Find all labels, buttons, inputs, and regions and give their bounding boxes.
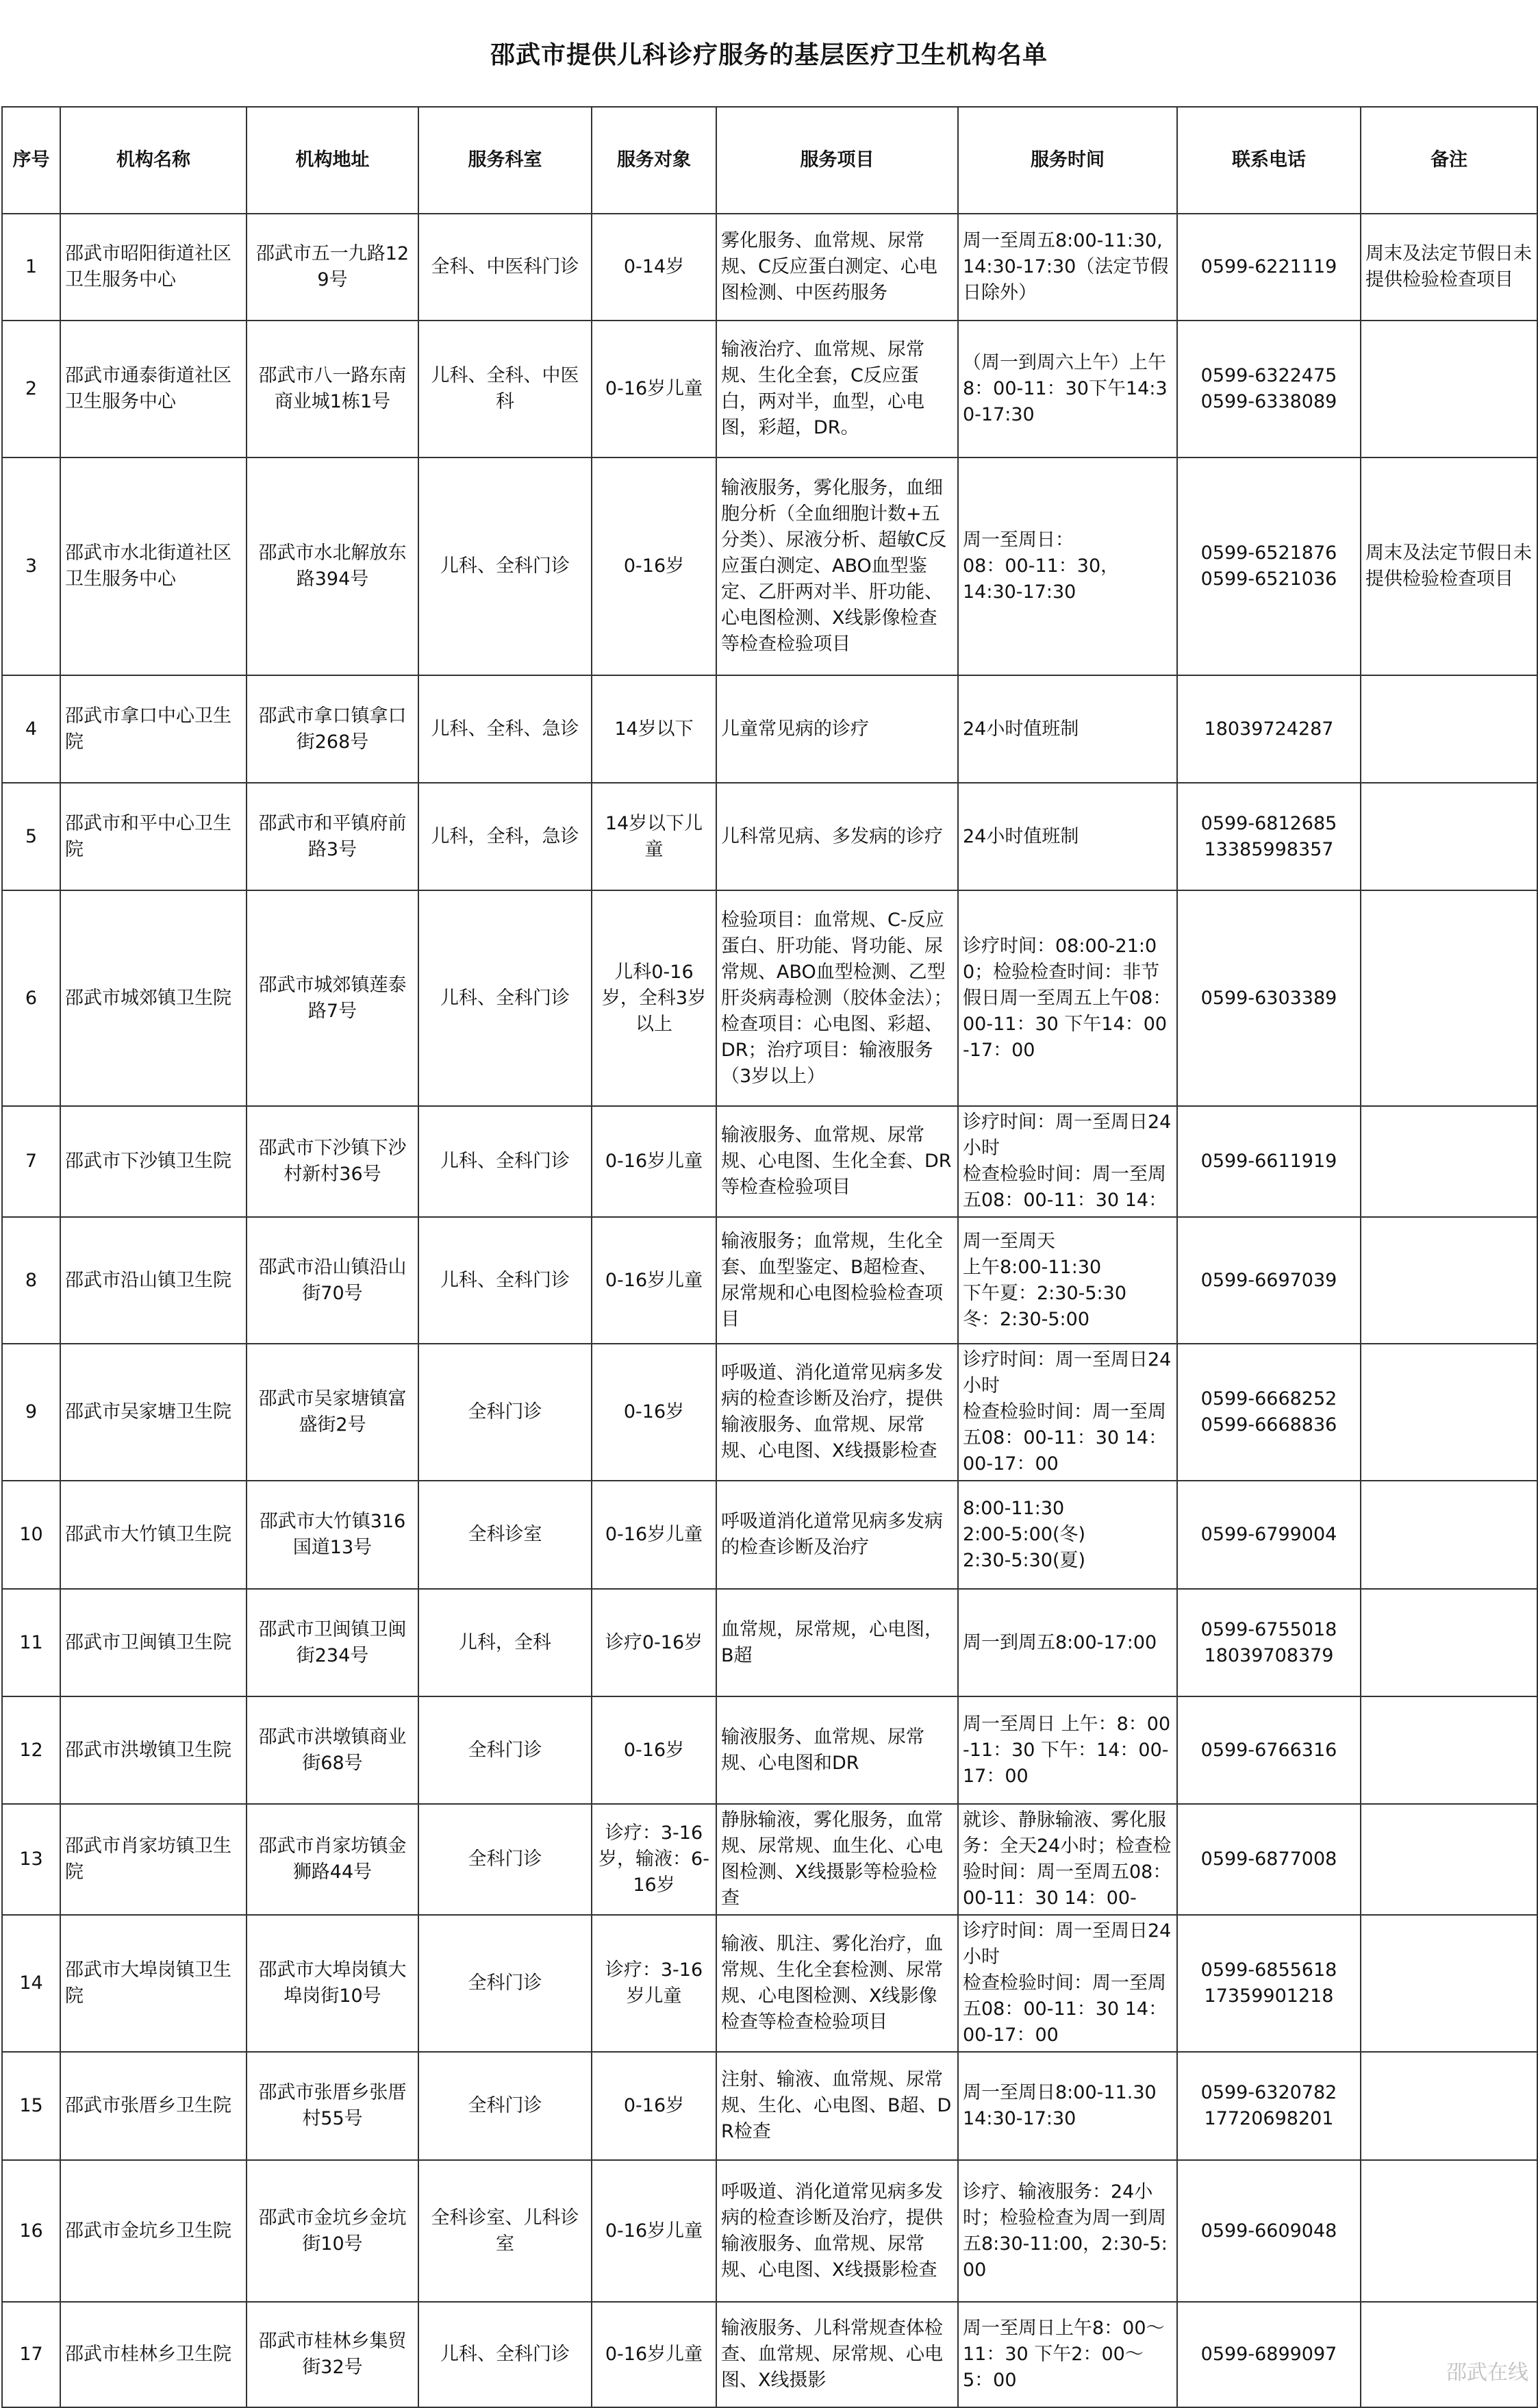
cell-address: 邵武市大埠岗镇大埠岗街10号 xyxy=(247,1915,418,2052)
cell-items: 输液服务；血常规，生化全套、血型鉴定、B超检查、尿常规和心电图检验检查项目 xyxy=(716,1217,958,1344)
cell-target: 诊疗：3-16岁儿童 xyxy=(592,1915,716,2052)
cell-phone: 0599-6303389 xyxy=(1177,890,1361,1106)
cell-note: 周末及法定节假日未提供检验检查项目 xyxy=(1361,457,1537,675)
cell-no: 17 xyxy=(2,2302,60,2407)
cell-name: 邵武市拿口中心卫生院 xyxy=(60,675,247,783)
cell-items: 输液服务，雾化服务，血细胞分析（全血细胞计数+五分类）、尿液分析、超敏C反应蛋白测定、ABO血型鉴定、乙肝两对半、肝功能、心电图检测、X线影像检查等检查检验项目 xyxy=(716,457,958,675)
cell-items: 注射、输液、血常规、尿常规、生化、心电图、B超、DR检查 xyxy=(716,2052,958,2160)
cell-name: 邵武市肖家坊镇卫生院 xyxy=(60,1804,247,1915)
cell-phone: 0599-6799004 xyxy=(1177,1481,1361,1589)
cell-address: 邵武市下沙镇下沙村新村36号 xyxy=(247,1106,418,1217)
header-hours: 服务时间 xyxy=(958,107,1177,214)
cell-hours: 周一到周五8:00-17:00 xyxy=(958,1589,1177,1696)
cell-dept: 儿科、全科门诊 xyxy=(418,1217,592,1344)
table-row xyxy=(2,675,1537,783)
cell-name: 邵武市通泰街道社区卫生服务中心 xyxy=(60,321,247,457)
cell-note: 周末及法定节假日未提供检验检查项目 xyxy=(1361,214,1537,321)
cell-target: 0-16岁儿童 xyxy=(592,1481,716,1589)
cell-items: 儿童常见病的诊疗 xyxy=(716,675,958,783)
cell-target: 0-16岁儿童 xyxy=(592,1217,716,1344)
cell-name: 邵武市下沙镇卫生院 xyxy=(60,1106,247,1217)
cell-address: 邵武市八一路东南商业城1栋1号 xyxy=(247,321,418,457)
cell-phone: 0599-6521876 0599-6521036 xyxy=(1177,457,1361,675)
cell-address: 邵武市金坑乡金坑街10号 xyxy=(247,2160,418,2302)
cell-name: 邵武市桂林乡卫生院 xyxy=(60,2302,247,2407)
cell-note xyxy=(1361,1696,1537,1804)
cell-dept: 儿科，全科，急诊 xyxy=(418,783,592,890)
cell-note xyxy=(1361,1106,1537,1217)
cell-hours: 诊疗时间：周一至周日24小时 检查检验时间：周一至周五08：00-11：30 14：00-17：00 xyxy=(958,1344,1177,1481)
cell-address: 邵武市张厝乡张厝村55号 xyxy=(247,2052,418,2160)
cell-no: 3 xyxy=(2,457,60,675)
cell-address: 邵武市吴家塘镇富盛街2号 xyxy=(247,1344,418,1481)
cell-phone: 0599-6755018 18039708379 xyxy=(1177,1589,1361,1696)
cell-address: 邵武市桂林乡集贸街32号 xyxy=(247,2302,418,2407)
cell-address: 邵武市洪墩镇商业街68号 xyxy=(247,1696,418,1804)
cell-no: 9 xyxy=(2,1344,60,1481)
cell-hours: 就诊、静脉输液、雾化服务：全天24小时；检查检验时间：周一至周五08：00-11：30 14：00- xyxy=(958,1804,1177,1915)
cell-phone: 0599-6320782 17720698201 xyxy=(1177,2052,1361,2160)
cell-address: 邵武市城郊镇莲泰路7号 xyxy=(247,890,418,1106)
cell-note xyxy=(1361,2052,1537,2160)
cell-note xyxy=(1361,1217,1537,1344)
cell-dept: 儿科、全科、急诊 xyxy=(418,675,592,783)
cell-hours: 诊疗时间：周一至周日24小时 检查检验时间：周一至周五08：00-11：30 14：00-17：00 xyxy=(958,1915,1177,2052)
cell-name: 邵武市沿山镇卫生院 xyxy=(60,1217,247,1344)
cell-address: 邵武市和平镇府前路3号 xyxy=(247,783,418,890)
cell-items: 雾化服务、血常规、尿常规、C反应蛋白测定、心电图检测、中医药服务 xyxy=(716,214,958,321)
cell-address: 邵武市卫闽镇卫闽街234号 xyxy=(247,1589,418,1696)
cell-no: 7 xyxy=(2,1106,60,1217)
cell-address: 邵武市拿口镇拿口街268号 xyxy=(247,675,418,783)
cell-dept: 儿科、全科门诊 xyxy=(418,1106,592,1217)
cell-note xyxy=(1361,2160,1537,2302)
table-row xyxy=(2,1589,1537,1696)
cell-phone: 0599-6221119 xyxy=(1177,214,1361,321)
cell-hours: 周一至周日8:00-11.30 14:30-17:30 xyxy=(958,2052,1177,2160)
cell-no: 15 xyxy=(2,2052,60,2160)
cell-hours: 诊疗时间：08:00-21:00；检验检查时间：非节假日周一至周五上午08：00-11：30 下午14：00-17：00 xyxy=(958,890,1177,1106)
table-row xyxy=(2,783,1537,890)
cell-hours: 周一至周日 上午：8：00-11：30 下午：14：00-17：00 xyxy=(958,1696,1177,1804)
cell-name: 邵武市城郊镇卫生院 xyxy=(60,890,247,1106)
cell-name: 邵武市和平中心卫生院 xyxy=(60,783,247,890)
cell-no: 2 xyxy=(2,321,60,457)
cell-no: 1 xyxy=(2,214,60,321)
table-row xyxy=(2,1106,1537,1217)
cell-dept: 儿科、全科门诊 xyxy=(418,457,592,675)
cell-target: 14岁以下儿童 xyxy=(592,783,716,890)
cell-items: 输液治疗、血常规、尿常规、生化全套，C反应蛋白，两对半，血型，心电图，彩超，DR。 xyxy=(716,321,958,457)
cell-items: 呼吸道、消化道常见病多发病的检查诊断及治疗，提供输液服务、血常规、尿常规、心电图、X线摄影检查 xyxy=(716,1344,958,1481)
cell-note xyxy=(1361,321,1537,457)
cell-items: 输液、肌注、雾化治疗，血常规、生化全套检测、尿常规、心电图检测、X线影像检查等检查检验项目 xyxy=(716,1915,958,2052)
cell-address: 邵武市沿山镇沿山街70号 xyxy=(247,1217,418,1344)
table-row xyxy=(2,1217,1537,1344)
page-title: 邵武市提供儿科诊疗服务的基层医疗卫生机构名单 xyxy=(490,41,1048,69)
cell-note xyxy=(1361,675,1537,783)
cell-note xyxy=(1361,890,1537,1106)
cell-no: 10 xyxy=(2,1481,60,1589)
cell-phone: 0599-6812685 13385998357 xyxy=(1177,783,1361,890)
cell-note xyxy=(1361,1804,1537,1915)
cell-items: 输液服务、血常规、尿常规、心电图、生化全套、DR等检查检验项目 xyxy=(716,1106,958,1217)
cell-target: 14岁以下 xyxy=(592,675,716,783)
cell-address: 邵武市大竹镇316国道13号 xyxy=(247,1481,418,1589)
header-name: 机构名称 xyxy=(60,107,247,214)
cell-name: 邵武市金坑乡卫生院 xyxy=(60,2160,247,2302)
cell-dept: 全科门诊 xyxy=(418,1804,592,1915)
cell-hours: 周一至周日： 08：00-11：30， 14:30-17:30 xyxy=(958,457,1177,675)
cell-note xyxy=(1361,1481,1537,1589)
cell-phone: 0599-6877008 xyxy=(1177,1804,1361,1915)
header-address: 机构地址 xyxy=(247,107,418,214)
cell-dept: 儿科、全科门诊 xyxy=(418,890,592,1106)
table-row xyxy=(2,2302,1537,2407)
cell-target: 0-14岁 xyxy=(592,214,716,321)
cell-dept: 全科门诊 xyxy=(418,1915,592,2052)
table-row xyxy=(2,2052,1537,2160)
cell-note xyxy=(1361,1344,1537,1481)
cell-hours: 8:00-11:30 2:00-5:00(冬) 2:30-5:30(夏) xyxy=(958,1481,1177,1589)
header-target: 服务对象 xyxy=(592,107,716,214)
cell-no: 5 xyxy=(2,783,60,890)
table-row xyxy=(2,321,1537,457)
cell-phone: 0599-6609048 xyxy=(1177,2160,1361,2302)
cell-name: 邵武市张厝乡卫生院 xyxy=(60,2052,247,2160)
cell-hours: 诊疗、输液服务：24小时；检验检查为周一到周五8:30-11:00，2:30-5:00 xyxy=(958,2160,1177,2302)
watermark: 邵武在线 xyxy=(1446,2361,1528,2385)
cell-dept: 全科诊室 xyxy=(418,1481,592,1589)
cell-note xyxy=(1361,2302,1537,2407)
cell-hours: 周一至周天 上午8:00-11:30 下午夏：2:30-5:30 冬：2:30-5:00 xyxy=(958,1217,1177,1344)
cell-target: 0-16岁儿童 xyxy=(592,2160,716,2302)
cell-dept: 全科门诊 xyxy=(418,2052,592,2160)
cell-phone: 0599-6855618 17359901218 xyxy=(1177,1915,1361,2052)
cell-dept: 全科门诊 xyxy=(418,1344,592,1481)
cell-hours: 24小时值班制 xyxy=(958,675,1177,783)
cell-target: 儿科0-16岁，全科3岁以上 xyxy=(592,890,716,1106)
cell-target: 0-16岁儿童 xyxy=(592,321,716,457)
cell-hours: （周一到周六上午）上午8：00-11：30下午14:30-17:30 xyxy=(958,321,1177,457)
cell-no: 6 xyxy=(2,890,60,1106)
cell-no: 14 xyxy=(2,1915,60,2052)
cell-dept: 全科、中医科门诊 xyxy=(418,214,592,321)
cell-items: 儿科常见病、多发病的诊疗 xyxy=(716,783,958,890)
table-row xyxy=(2,1696,1537,1804)
table-row xyxy=(2,2160,1537,2302)
cell-address: 邵武市肖家坊镇金狮路44号 xyxy=(247,1804,418,1915)
cell-dept: 全科诊室、儿科诊室 xyxy=(418,2160,592,2302)
table-row xyxy=(2,890,1537,1106)
cell-items: 血常规，尿常规，心电图，B超 xyxy=(716,1589,958,1696)
cell-no: 8 xyxy=(2,1217,60,1344)
cell-address: 邵武市五一九路129号 xyxy=(247,214,418,321)
cell-phone: 0599-6697039 xyxy=(1177,1217,1361,1344)
cell-target: 0-16岁 xyxy=(592,457,716,675)
table-row xyxy=(2,1804,1537,1915)
table-row xyxy=(2,1481,1537,1589)
table-row xyxy=(2,214,1537,321)
cell-no: 4 xyxy=(2,675,60,783)
institution-table xyxy=(1,106,1538,2408)
cell-dept: 全科门诊 xyxy=(418,1696,592,1804)
cell-target: 0-16岁 xyxy=(592,1696,716,1804)
cell-name: 邵武市水北街道社区卫生服务中心 xyxy=(60,457,247,675)
cell-target: 诊疗：3-16岁，输液：6-16岁 xyxy=(592,1804,716,1915)
cell-hours: 24小时值班制 xyxy=(958,783,1177,890)
cell-name: 邵武市大埠岗镇卫生院 xyxy=(60,1915,247,2052)
cell-dept: 儿科，全科 xyxy=(418,1589,592,1696)
cell-items: 静脉输液，雾化服务，血常规、尿常规、血生化、心电图检测、X线摄影等检验检查 xyxy=(716,1804,958,1915)
cell-dept: 儿科、全科、中医科 xyxy=(418,321,592,457)
cell-phone: 0599-6611919 xyxy=(1177,1106,1361,1217)
cell-phone: 18039724287 xyxy=(1177,675,1361,783)
cell-name: 邵武市吴家塘卫生院 xyxy=(60,1344,247,1481)
table-row xyxy=(2,1915,1537,2052)
cell-dept: 儿科、全科门诊 xyxy=(418,2302,592,2407)
cell-name: 邵武市昭阳街道社区卫生服务中心 xyxy=(60,214,247,321)
cell-target: 0-16岁儿童 xyxy=(592,1106,716,1217)
cell-hours: 周一至周五8:00-11:30,14:30-17:30（法定节假日除外） xyxy=(958,214,1177,321)
cell-hours: 诊疗时间：周一至周日24小时 检查检验时间：周一至周五08：00-11：30 14： xyxy=(958,1106,1177,1217)
cell-name: 邵武市卫闽镇卫生院 xyxy=(60,1589,247,1696)
header-phone: 联系电话 xyxy=(1177,107,1361,214)
cell-hours: 周一至周日上午8：00～11：30 下午2：00～5：00 xyxy=(958,2302,1177,2407)
cell-phone: 0599-6322475 0599-6338089 xyxy=(1177,321,1361,457)
cell-no: 11 xyxy=(2,1589,60,1696)
cell-items: 输液服务、儿科常规查体检查、血常规、尿常规、心电图、X线摄影 xyxy=(716,2302,958,2407)
cell-note xyxy=(1361,1589,1537,1696)
cell-target: 诊疗0-16岁 xyxy=(592,1589,716,1696)
cell-target: 0-16岁 xyxy=(592,2052,716,2160)
cell-address: 邵武市水北解放东路394号 xyxy=(247,457,418,675)
cell-no: 13 xyxy=(2,1804,60,1915)
cell-items: 呼吸道消化道常见病多发病的检查诊断及治疗 xyxy=(716,1481,958,1589)
cell-phone: 0599-6766316 xyxy=(1177,1696,1361,1804)
header-items: 服务项目 xyxy=(716,107,958,214)
cell-target: 0-16岁儿童 xyxy=(592,2302,716,2407)
cell-phone: 0599-6899097 xyxy=(1177,2302,1361,2407)
table-header-row xyxy=(2,107,1537,214)
cell-phone: 0599-6668252 0599-6668836 xyxy=(1177,1344,1361,1481)
table-row xyxy=(2,1344,1537,1481)
cell-target: 0-16岁 xyxy=(592,1344,716,1481)
cell-items: 呼吸道、消化道常见病多发病的检查诊断及治疗，提供输液服务、血常规、尿常规、心电图、X线摄影检查 xyxy=(716,2160,958,2302)
cell-name: 邵武市洪墩镇卫生院 xyxy=(60,1696,247,1804)
cell-no: 12 xyxy=(2,1696,60,1804)
cell-note xyxy=(1361,1915,1537,2052)
table-row xyxy=(2,457,1537,675)
cell-name: 邵武市大竹镇卫生院 xyxy=(60,1481,247,1589)
cell-items: 检验项目：血常规、C-反应蛋白、肝功能、肾功能、尿常规、ABO血型检测、乙型肝炎病毒检测（胶体金法）；检查项目：心电图、彩超、DR；治疗项目：输液服务（3岁以上） xyxy=(716,890,958,1106)
cell-items: 输液服务、血常规、尿常规、心电图和DR xyxy=(716,1696,958,1804)
header-dept: 服务科室 xyxy=(418,107,592,214)
cell-note xyxy=(1361,783,1537,890)
header-no: 序号 xyxy=(2,107,60,214)
cell-no: 16 xyxy=(2,2160,60,2302)
header-note: 备注 xyxy=(1361,107,1537,214)
